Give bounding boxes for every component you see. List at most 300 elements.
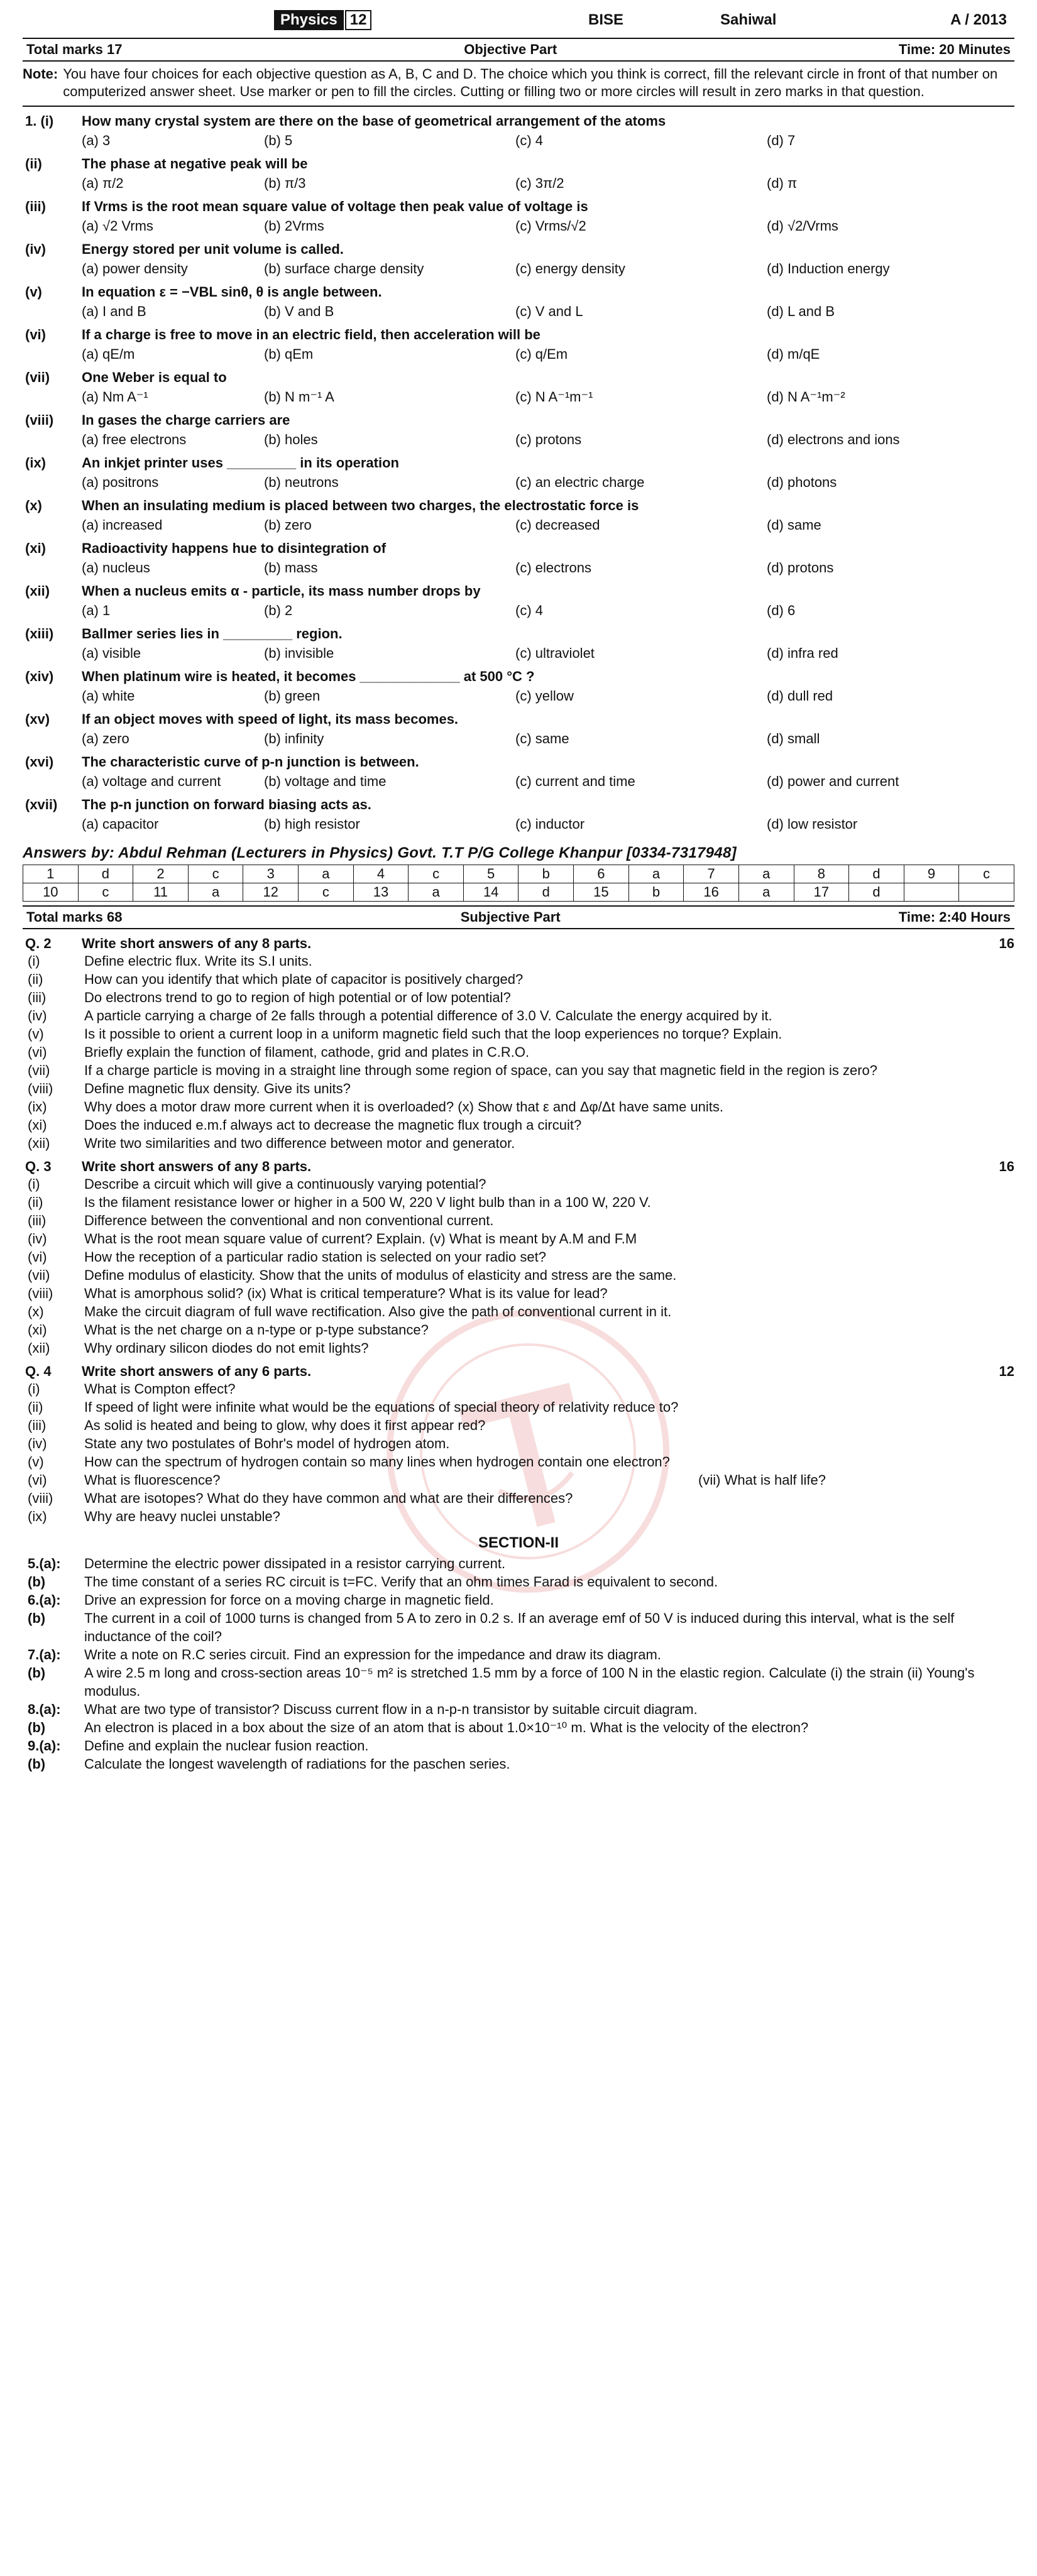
answer-cell: d [78,865,133,883]
board-name: BISE [588,11,624,28]
options-row [82,431,1014,449]
question-number: (vi) [28,1249,47,1265]
answer-cell: 1 [23,865,79,883]
option: (c) energy density [515,261,625,276]
question-number: (viii) [28,1081,53,1096]
short-question [23,1098,1014,1116]
section-number: Q. 2 [25,936,52,951]
option: (b) 2 [264,603,293,618]
option: (d) infra red [767,645,838,661]
mcq-question [23,455,1014,491]
section-instruction: Write short answers of any 6 parts. [82,1363,312,1379]
question-number: (iv) [28,1008,47,1023]
question-text: A wire 2.5 m long and cross-section areas 10⁻⁵ m² is stretched 1.5 mm by a force of 100 N in the elastic region. Calculate (i) the strain (ii) Young's modulus. [84,1665,975,1699]
question-number: 5.(a): [28,1556,61,1571]
option: (c) V and L [515,303,583,319]
short-question [23,1398,1014,1416]
option: (c) same [515,731,569,746]
section-number: Q. 3 [25,1159,52,1174]
section-heading [23,936,1014,952]
options-row [82,175,1014,192]
answer-cell: 5 [463,865,518,883]
option: (b) neutrons [264,474,339,490]
answer-cell: d [849,865,904,883]
subject-class: 12 [345,10,372,30]
option: (a) qE/m [82,346,135,362]
question-body [82,540,1014,577]
answer-cell [959,883,1014,902]
question-number: (x) [25,498,42,513]
option: (c) protons [515,432,582,447]
question-number: (ii) [25,156,42,172]
question-text: In gases the charge carriers are [82,412,290,428]
option: (d) √2/Vrms [767,218,838,234]
question-text: What is the root mean square value of current? Explain. (v) What is meant by A.M and F.M [84,1231,637,1247]
question-body [82,327,1014,363]
question-number: (xi) [28,1322,47,1338]
answer-cell: 13 [353,883,409,902]
option: (c) 4 [515,603,543,618]
short-question [23,1321,1014,1339]
note-label: Note: [23,66,58,82]
mcq-question [23,241,1014,278]
mcq-question [23,669,1014,705]
question-number: (vi) [28,1044,47,1060]
short-question [23,1489,1014,1507]
question-body [82,498,1014,534]
paper-header [23,6,1014,31]
option: (a) 3 [82,133,111,148]
short-question [23,1434,1014,1453]
question-text: An inkjet printer uses _________ in its operation [82,455,399,471]
question-number: (viii) [25,412,54,428]
option: (c) yellow [515,688,574,704]
short-question [23,988,1014,1007]
question-text: Difference between the conventional and non conventional current. [84,1213,494,1228]
answer-cell: a [188,883,243,902]
option: (d) small [767,731,820,746]
question-text: State any two postulates of Bohr's model of hydrogen atom. [84,1436,450,1451]
option: (b) voltage and time [264,773,387,789]
question-body [82,199,1014,235]
option: (c) an electric charge [515,474,645,490]
options-row [82,687,1014,705]
short-question [23,1339,1014,1357]
option: (b) surface charge density [264,261,424,276]
question-number: (v) [28,1454,44,1470]
question-number: (b) [28,1665,46,1681]
section-heading [23,1159,1014,1175]
question-body [82,455,1014,491]
question-number: (iv) [28,1436,47,1451]
mcq-question [23,284,1014,320]
option: (b) invisible [264,645,334,661]
question-number: (xvi) [25,754,54,770]
short-question [23,1116,1014,1134]
answer-cell: a [738,865,794,883]
question-text: Write a note on R.C series circuit. Find an expression for the impedance and draw its diagram. [84,1647,661,1662]
question-body [82,754,1014,790]
answer-cell: a [738,883,794,902]
option: (d) π [767,175,798,191]
objective-title: Objective Part [464,41,557,57]
long-question [23,1573,1014,1591]
question-number: (i) [28,1176,40,1192]
question-text: What is amorphous solid? (ix) What is critical temperature? What is its value for lead? [84,1285,608,1301]
question-text: When an insulating medium is placed between two charges, the electrostatic force is [82,498,639,513]
question-text: Does the induced e.m.f always act to decrease the magnetic flux trough a circuit? [84,1117,582,1133]
option: (d) Induction energy [767,261,890,276]
short-question [23,1230,1014,1248]
question-body [82,369,1014,406]
question-number: (viii) [28,1285,53,1301]
mcq-question [23,498,1014,534]
subject-name: Physics [274,10,344,30]
options-row [82,346,1014,363]
options-row [82,645,1014,662]
answer-cell: c [959,865,1014,883]
subjective-title: Subjective Part [460,909,561,925]
question-text: The phase at negative peak will be [82,156,308,172]
option: (b) infinity [264,731,324,746]
long-question [23,1645,1014,1664]
question-number: (xii) [25,583,50,599]
question-extra: (vii) What is half life? [698,1472,826,1488]
long-question [23,1700,1014,1718]
short-question [23,1507,1014,1525]
short-question-sections [23,936,1014,1525]
option: (a) 1 [82,603,111,618]
option: (b) high resistor [264,816,360,832]
answer-cell: d [849,883,904,902]
answer-cell: 4 [353,865,409,883]
option: (b) zero [264,517,312,533]
options-row [82,132,1014,150]
question-body [82,412,1014,449]
answer-cell: 3 [243,865,299,883]
options-row [82,773,1014,790]
question-text: Is the filament resistance lower or higher in a 500 W, 220 V light bulb than in a 100 W, 220 V. [84,1194,651,1210]
short-question [23,1211,1014,1230]
option: (b) green [264,688,321,704]
question-text: As solid is heated and being to glow, why does it first appear red? [84,1417,486,1433]
option: (d) dull red [767,688,833,704]
question-text: Calculate the longest wavelength of radiations for the paschen series. [84,1756,510,1772]
question-text: Briefly explain the function of filament, cathode, grid and plates in C.R.O. [84,1044,530,1060]
subjective-total-marks: Total marks 68 [26,909,123,925]
options-row [82,303,1014,320]
question-text: Radioactivity happens hue to disintegration of [82,540,387,556]
option: (d) power and current [767,773,899,789]
question-text: Is it possible to orient a current loop in a uniform magnetic field such that the loop experiences no torque? Explain. [84,1026,782,1042]
option: (c) 3π/2 [515,175,564,191]
section-marks: 16 [999,936,1014,951]
question-text: A particle carrying a charge of 2e falls through a potential difference of 3.0 V. Calculate the energy acquired by it. [84,1008,772,1023]
subjective-time: Time: 2:40 Hours [898,909,1011,925]
section-number: Q. 4 [25,1363,52,1379]
question-number: (xi) [28,1117,47,1133]
question-number: (xi) [25,540,46,556]
answer-cell: c [299,883,354,902]
option: (a) Nm A⁻¹ [82,389,148,405]
short-question [23,1453,1014,1471]
question-number: 1. (i) [25,113,54,129]
question-number: (x) [28,1304,44,1319]
long-question [23,1609,1014,1645]
question-body [82,797,1014,833]
option: (a) I and B [82,303,146,319]
answer-cell: 15 [574,883,629,902]
answer-cell: 12 [243,883,299,902]
options-row [82,217,1014,235]
option: (c) electrons [515,560,592,576]
short-question [23,1061,1014,1079]
short-question [23,952,1014,970]
objective-total-marks: Total marks 17 [26,41,123,57]
divider [23,106,1014,107]
question-text: What are isotopes? What do they have common and what are their differences? [84,1490,573,1506]
answer-cell: 14 [463,883,518,902]
answer-cell: 2 [133,865,189,883]
question-text: Make the circuit diagram of full wave rectification. Also give the path of conventional current in it. [84,1304,672,1319]
short-question [23,970,1014,988]
question-number: (v) [28,1026,44,1042]
question-text: Determine the electric power dissipated in a resistor carrying current. [84,1556,506,1571]
question-body [82,669,1014,705]
option: (c) current and time [515,773,635,789]
option: (d) photons [767,474,837,490]
question-body [82,583,1014,619]
question-text: What are two type of transistor? Discuss current flow in a n-p-n transistor by suitable circuit diagram. [84,1701,698,1717]
mcq-question [23,156,1014,192]
section-heading [23,1363,1014,1380]
question-text: Why does a motor draw more current when it is overloaded? (x) Show that ε and Δφ/Δt have same units. [84,1099,724,1115]
option: (c) ultraviolet [515,645,595,661]
question-text: If an object moves with speed of light, its mass becomes. [82,711,459,727]
option: (a) positrons [82,474,159,490]
question-text: How the reception of a particular radio station is selected on your radio set? [84,1249,546,1265]
question-text: How many crystal system are there on the base of geometrical arrangement of the atoms [82,113,666,129]
answer-cell: a [628,865,684,883]
mcq-question [23,583,1014,619]
question-text: How can the spectrum of hydrogen contain so many lines when hydrogen contain one electron? [84,1454,670,1470]
short-question [23,1079,1014,1098]
option: (c) q/Em [515,346,568,362]
question-number: (b) [28,1756,46,1772]
option: (c) 4 [515,133,543,148]
section-marks: 12 [999,1363,1014,1379]
question-number: (iv) [25,241,46,257]
note-text: You have four choices for each objective question as A, B, C and D. The choice which you think is correct, fill the relevant circle in front of that number on computerized answer sheet. Use marker or pen to fill the circles. Cutting or filling two or more circles will result in zero marks in that question. [63,66,998,99]
mcq-list [23,113,1014,833]
question-body [82,113,1014,150]
subject-badge [274,10,371,30]
section-marks: 16 [999,1159,1014,1174]
short-question [23,1266,1014,1284]
mcq-question [23,327,1014,363]
question-text: If Vrms is the root mean square value of voltage then peak value of voltage is [82,199,588,214]
question-number: (vii) [28,1062,50,1078]
question-text: When a nucleus emits α - particle, its mass number drops by [82,583,481,599]
option: (c) Vrms/√2 [515,218,586,234]
options-row [82,516,1014,534]
question-number: (xiv) [25,669,54,684]
question-text: Ballmer series lies in _________ region. [82,626,343,641]
answer-cell: 11 [133,883,189,902]
short-question [23,1284,1014,1302]
option: (a) free electrons [82,432,187,447]
subjective-bar [23,905,1014,929]
section-instruction: Write short answers of any 8 parts. [82,936,312,951]
answer-cell: 8 [794,865,849,883]
option: (d) low resistor [767,816,858,832]
question-number: 9.(a): [28,1738,61,1754]
mcq-question [23,199,1014,235]
option: (a) voltage and current [82,773,221,789]
option: (d) protons [767,560,834,576]
option: (a) white [82,688,135,704]
answer-cell: c [78,883,133,902]
option: (b) N m⁻¹ A [264,389,334,405]
city-name: Sahiwal [720,11,777,28]
question-text: Energy stored per unit volume is called. [82,241,344,257]
short-question [23,1175,1014,1193]
question-number: (vi) [25,327,46,342]
mcq-question [23,626,1014,662]
short-question [23,1380,1014,1398]
answer-cell: b [518,865,574,883]
question-text: If a charge is free to move in an electric field, then acceleration will be [82,327,540,342]
options-row [82,602,1014,619]
answer-cell: c [188,865,243,883]
option: (a) increased [82,517,163,533]
question-text: How can you identify that which plate of capacitor is positively charged? [84,971,524,987]
question-number: (iii) [28,1213,47,1228]
answer-row [23,883,1014,902]
option: (d) same [767,517,821,533]
question-number: (iii) [28,1417,47,1433]
question-number: (viii) [28,1490,53,1506]
question-body [82,626,1014,662]
option: (c) decreased [515,517,600,533]
answer-cell: 10 [23,883,79,902]
question-number: (i) [28,953,40,969]
question-body [82,156,1014,192]
mcq-question [23,369,1014,406]
answer-cell: c [409,865,464,883]
question-number: 7.(a): [28,1647,61,1662]
option: (d) L and B [767,303,835,319]
question-number: (xii) [28,1340,50,1356]
question-number: (b) [28,1574,46,1590]
option: (d) 6 [767,603,796,618]
question-text: Why are heavy nuclei unstable? [84,1509,280,1524]
answer-cell: 17 [794,883,849,902]
question-number: (ix) [28,1509,47,1524]
mcq-question [23,797,1014,833]
question-text: The current in a coil of 1000 turns is changed from 5 A to zero in 0.2 s. If an average emf of 50 V is induced during this interval, what is the self inductance of the coil? [84,1610,955,1644]
short-question [23,1248,1014,1266]
question-text: If a charge particle is moving in a straight line through some region of space, can you say that magnetic field in the region is zero? [84,1062,878,1078]
question-number: (i) [28,1381,40,1397]
question-text: Define and explain the nuclear fusion reaction. [84,1738,369,1754]
question-number: (b) [28,1720,46,1735]
question-text: Drive an expression for force on a moving charge in magnetic field. [84,1592,494,1608]
question-text: One Weber is equal to [82,369,227,385]
section-instruction: Write short answers of any 8 parts. [82,1159,312,1174]
answers-title: Answers by: Abdul Rehman (Lecturers in Physics) Govt. T.T P/G College Khanpur [0334-7317948] [23,844,737,861]
option: (b) 5 [264,133,293,148]
option: (d) 7 [767,133,796,148]
short-question [23,1302,1014,1321]
option: (b) mass [264,560,318,576]
question-number: (vii) [25,369,50,385]
question-number: (ii) [28,1399,43,1415]
question-text: When platinum wire is heated, it becomes _____________ at 500 °C ? [82,669,535,684]
question-number: (xiii) [25,626,54,641]
option: (a) visible [82,645,141,661]
answer-cell: 6 [574,865,629,883]
question-text: Do electrons trend to go to region of high potential or of low potential? [84,990,511,1005]
question-text: Why ordinary silicon diodes do not emit lights? [84,1340,369,1356]
question-number: (v) [25,284,42,300]
question-number: (ii) [28,971,43,987]
options-row [82,559,1014,577]
option: (d) m/qE [767,346,820,362]
option: (a) zero [82,731,129,746]
question-number: (vii) [28,1267,50,1283]
option: (b) qEm [264,346,314,362]
option: (a) nucleus [82,560,150,576]
option: (d) electrons and ions [767,432,900,447]
option: (b) holes [264,432,318,447]
answer-row [23,865,1014,883]
mcq-question [23,754,1014,790]
objective-time: Time: 20 Minutes [898,41,1011,57]
question-number: (ii) [28,1194,43,1210]
instructions-note [23,65,1014,101]
options-row [82,474,1014,491]
question-number: (vi) [28,1472,47,1488]
question-text: What is Compton effect? [84,1381,236,1397]
question-body [82,241,1014,278]
option: (b) V and B [264,303,334,319]
question-text: What is the net charge on a n-type or p-type substance? [84,1322,429,1338]
question-text: Define modulus of elasticity. Show that the units of modulus of elasticity and stress are the same. [84,1267,677,1283]
question-number: (ix) [25,455,46,471]
answer-cell: a [299,865,354,883]
long-question [23,1664,1014,1700]
option: (a) √2 Vrms [82,218,153,234]
question-text: The time constant of a series RC circuit is t=FC. Verify that an ohm times Farad is equivalent to second. [84,1574,718,1590]
question-text: An electron is placed in a box about the size of an atom that is about 1.0×10⁻¹⁰ m. What is the velocity of the electron? [84,1720,809,1735]
mcq-question [23,711,1014,748]
options-row [82,816,1014,833]
short-question [23,1416,1014,1434]
answer-cell: 9 [904,865,959,883]
option: (c) inductor [515,816,585,832]
exam-paper [23,6,1014,1773]
short-question [23,1193,1014,1211]
question-text: Define magnetic flux density. Give its units? [84,1081,351,1096]
section-ii-title: SECTION-II [478,1534,559,1551]
option: (b) π/3 [264,175,306,191]
question-text: The p-n junction on forward biasing acts as. [82,797,371,812]
short-question [23,1007,1014,1025]
mcq-question [23,113,1014,150]
long-question [23,1591,1014,1609]
long-question [23,1755,1014,1773]
